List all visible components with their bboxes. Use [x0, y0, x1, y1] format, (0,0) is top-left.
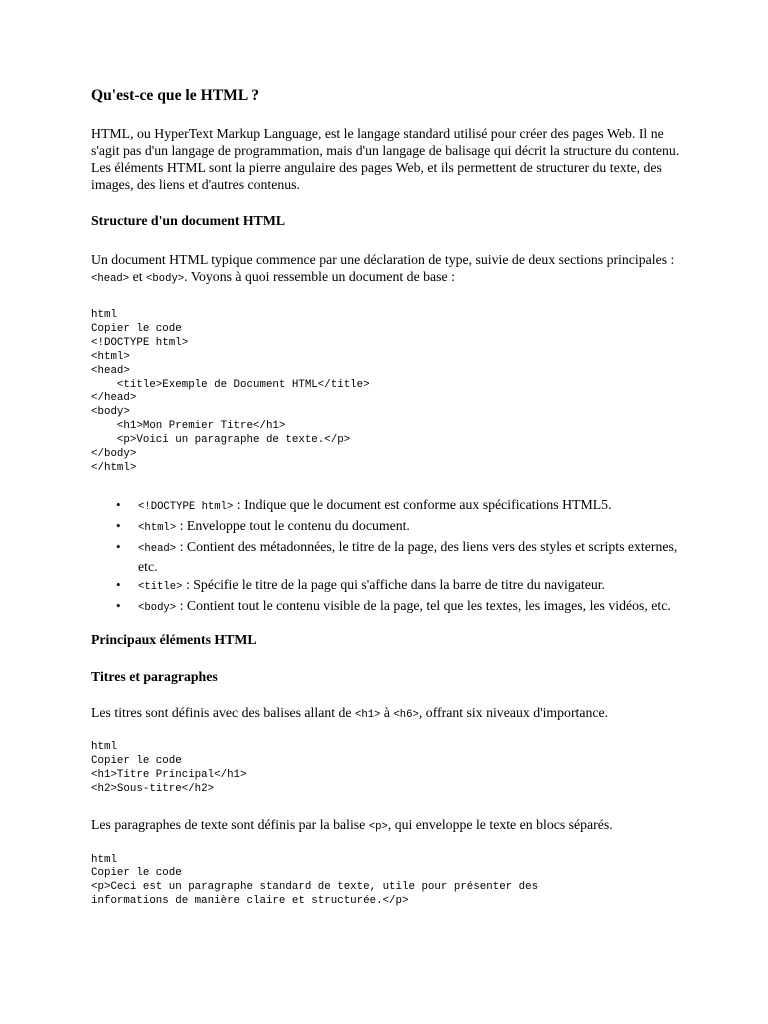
list-item-tag: <!DOCTYPE html> — [138, 500, 234, 513]
list-item-tag: <head> — [138, 542, 177, 555]
titles-text-mid: à — [380, 704, 394, 720]
list-item-text: : Contient des métadonnées, le titre de la page, des liens vers des styles et scripts externes, etc. — [138, 538, 678, 574]
tag-description-list — [91, 496, 681, 617]
list-item-text: : Enveloppe tout le contenu du document. — [176, 517, 410, 533]
list-item-tag: <body> — [138, 601, 177, 614]
inline-code-head: <head> — [91, 273, 130, 285]
list-item-text: : Indique que le document est conforme aux spécifications HTML5. — [233, 496, 612, 512]
document-page — [91, 86, 681, 909]
structure-text-before: Un document HTML typique commence par une déclaration de type, suivie de deux sections principales : — [91, 252, 675, 267]
paragraphs-paragraph — [91, 816, 681, 836]
list-item-text: : Contient tout le contenu visible de la page, tel que les textes, les images, les vidéos, etc. — [176, 597, 671, 613]
main-elements-heading: Principaux éléments HTML — [91, 631, 257, 647]
code-block-document: html Copier le code <!DOCTYPE html> <html> <head> <title>Exemple de Document HTML</title> </head> <body> <h1>Mon Premier Titre</h1> <p>Voici un paragraphe de texte.</p> </body> </html> — [91, 309, 370, 474]
titles-paragraph — [91, 704, 681, 724]
titles-paragraphs-heading: Titres et paragraphes — [91, 668, 218, 684]
list-item — [138, 496, 681, 516]
structure-heading: Structure d'un document HTML — [91, 213, 286, 228]
list-item — [138, 576, 681, 596]
list-item-tag: <title> — [138, 580, 183, 593]
titles-text-before: Les titres sont définis avec des balises allant de — [91, 704, 355, 720]
inline-code-body: <body> — [146, 273, 185, 285]
paragraphs-text-after: , qui enveloppe le texte en blocs séparés. — [387, 816, 613, 832]
structure-paragraph — [91, 251, 681, 288]
structure-text-after: . Voyons à quoi ressemble un document de base : — [184, 269, 455, 284]
structure-text-and: et — [129, 269, 147, 284]
list-item-tag: <html> — [138, 521, 177, 534]
inline-code-h6: <h6> — [393, 708, 419, 721]
code-block-paragraph: html Copier le code <p>Ceci est un paragraphe standard de texte, utile pour présenter des informations de manière claire et structurée.</p> — [91, 853, 539, 908]
paragraphs-text-before: Les paragraphes de texte sont définis par la balise — [91, 816, 369, 832]
list-item — [138, 517, 681, 537]
code-block-titles: html Copier le code <h1>Titre Principal</h1> <h2>Sous-titre</h2> — [91, 740, 247, 795]
document-title: Qu'est-ce que le HTML ? — [91, 87, 260, 104]
inline-code-h1: <h1> — [354, 708, 381, 721]
list-item — [138, 538, 681, 575]
titles-text-after: , offrant six niveaux d'importance. — [418, 704, 609, 720]
inline-code-p: <p> — [368, 820, 388, 833]
intro-paragraph: HTML, ou HyperText Markup Language, est le langage standard utilisé pour créer des pages Web. Il ne s'agit pas d'un langage de programmation, mais d'un langage de balisage qui décrit la structure du contenu. Les éléments HTML sont la pierre angulaire des pages Web, et ils permettent de structurer du texte, des images, des liens et d'autres contenus. — [91, 126, 680, 192]
list-item — [138, 597, 681, 617]
list-item-text: : Spécifie le titre de la page qui s'affiche dans la barre de titre du navigateur. — [182, 576, 605, 592]
